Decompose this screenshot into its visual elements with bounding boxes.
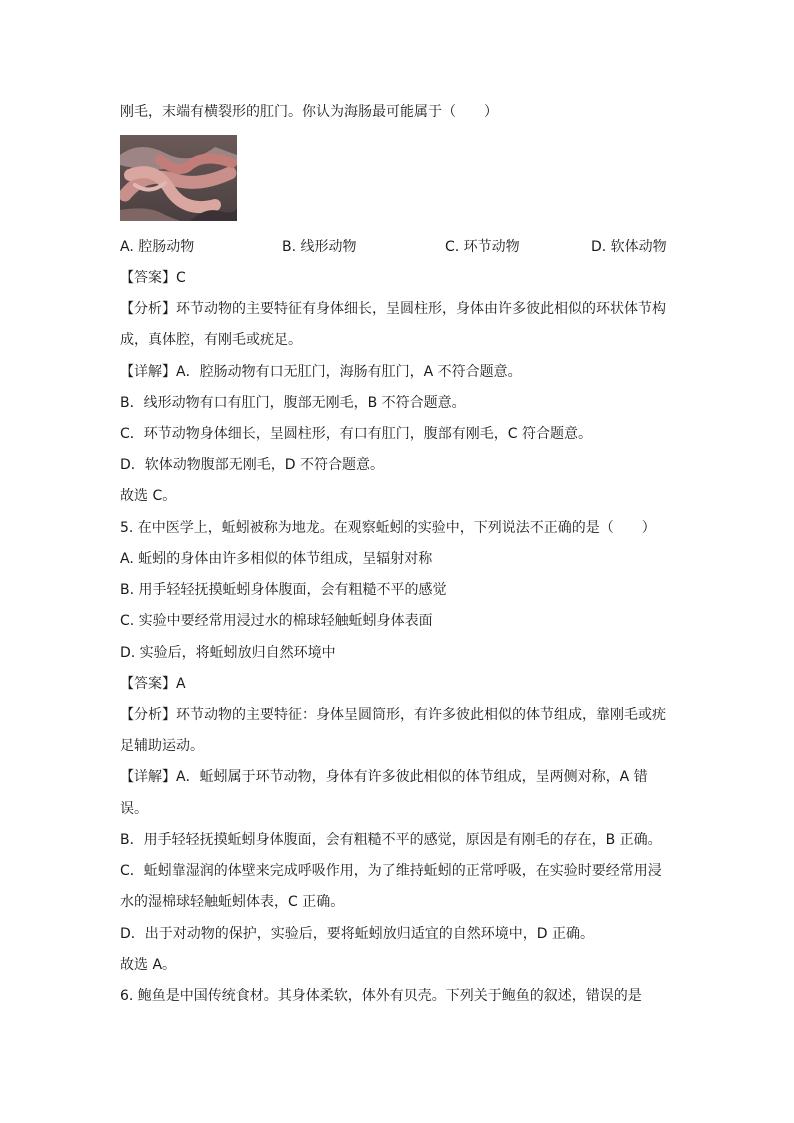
q5-detail-line-2: 误。: [120, 801, 148, 817]
q4-detail-line-4: D．软体动物腹部无刚毛，D 不符合题意。: [120, 457, 385, 473]
q4-analysis-line-1: 【分析】环节动物的主要特征有身体细长，呈圆柱形，身体由许多彼此相似的环状体节构: [120, 301, 666, 317]
q4-option-c: C. 环节动物: [445, 239, 520, 255]
q4-detail-line-1: 【详解】A．腔肠动物有口无肛门，海肠有肛门，A 不符合题意。: [120, 364, 522, 380]
q5-option-c: C. 实验中要经常用浸过水的棉球轻触蚯蚓身体表面: [120, 613, 433, 629]
q5-detail-line-6: D．出于对动物的保护，实验后，要将蚯蚓放归适宜的自然环境中，D 正确。: [120, 926, 595, 942]
q5-answer: 【答案】A: [120, 676, 186, 692]
q4-option-a: A. 腔肠动物: [120, 239, 195, 255]
sea-worm-photo: [120, 135, 237, 221]
q4-option-b: B. 线形动物: [282, 239, 357, 255]
q6-stem: 6. 鲍鱼是中国传统食材。其身体柔软，体外有贝壳。下列关于鲍鱼的叙述，错误的是: [120, 988, 642, 1004]
q5-detail-line-5: 水的湿棉球轻触蚯蚓体表，C 正确。: [120, 894, 345, 910]
q5-option-d: D. 实验后，将蚯蚓放归自然环境中: [120, 645, 336, 661]
q5-analysis-line-1: 【分析】环节动物的主要特征：身体呈圆筒形，有许多彼此相似的体节组成，靠刚毛或疣: [120, 707, 666, 723]
q5-stem: 5. 在中医学上，蚯蚓被称为地龙。在观察蚯蚓的实验中，下列说法不正确的是（ ）: [120, 520, 656, 536]
q4-answer: 【答案】C: [120, 270, 186, 286]
q4-analysis-line-2: 成，真体腔，有刚毛或疣足。: [120, 332, 302, 348]
q4-detail-line-3: C．环节动物身体细长，呈圆柱形，有口有肛门，腹部有刚毛，C 符合题意。: [120, 426, 592, 442]
q5-option-a: A. 蚯蚓的身体由许多相似的体节组成，呈辐射对称: [120, 551, 433, 567]
q5-detail-line-1: 【详解】A．蚯蚓属于环节动物，身体有许多彼此相似的体节组成，呈两侧对称，A 错: [120, 769, 648, 785]
q5-detail-line-3: B．用手轻轻抚摸蚯蚓身体腹面，会有粗糙不平的感觉，原因是有刚毛的存在，B 正确。: [120, 832, 662, 848]
q5-option-b: B. 用手轻轻抚摸蚯蚓身体腹面，会有粗糙不平的感觉: [120, 582, 447, 598]
q5-choose: 故选 A。: [120, 957, 177, 973]
q4-option-d: D. 软体动物: [591, 239, 667, 255]
q4-stem-tail: 刚毛，末端有横裂形的肛门。你认为海肠最可能属于（ ）: [120, 104, 498, 120]
q5-analysis-line-2: 足辅助运动。: [120, 738, 204, 754]
q4-detail-line-2: B．线形动物有口有肛门，腹部无刚毛，B 不符合题意。: [120, 395, 466, 411]
q4-choose: 故选 C。: [120, 488, 177, 504]
q5-detail-line-4: C．蚯蚓靠湿润的体壁来完成呼吸作用，为了维持蚯蚓的正常呼吸，在实验时要经常用浸: [120, 863, 662, 879]
